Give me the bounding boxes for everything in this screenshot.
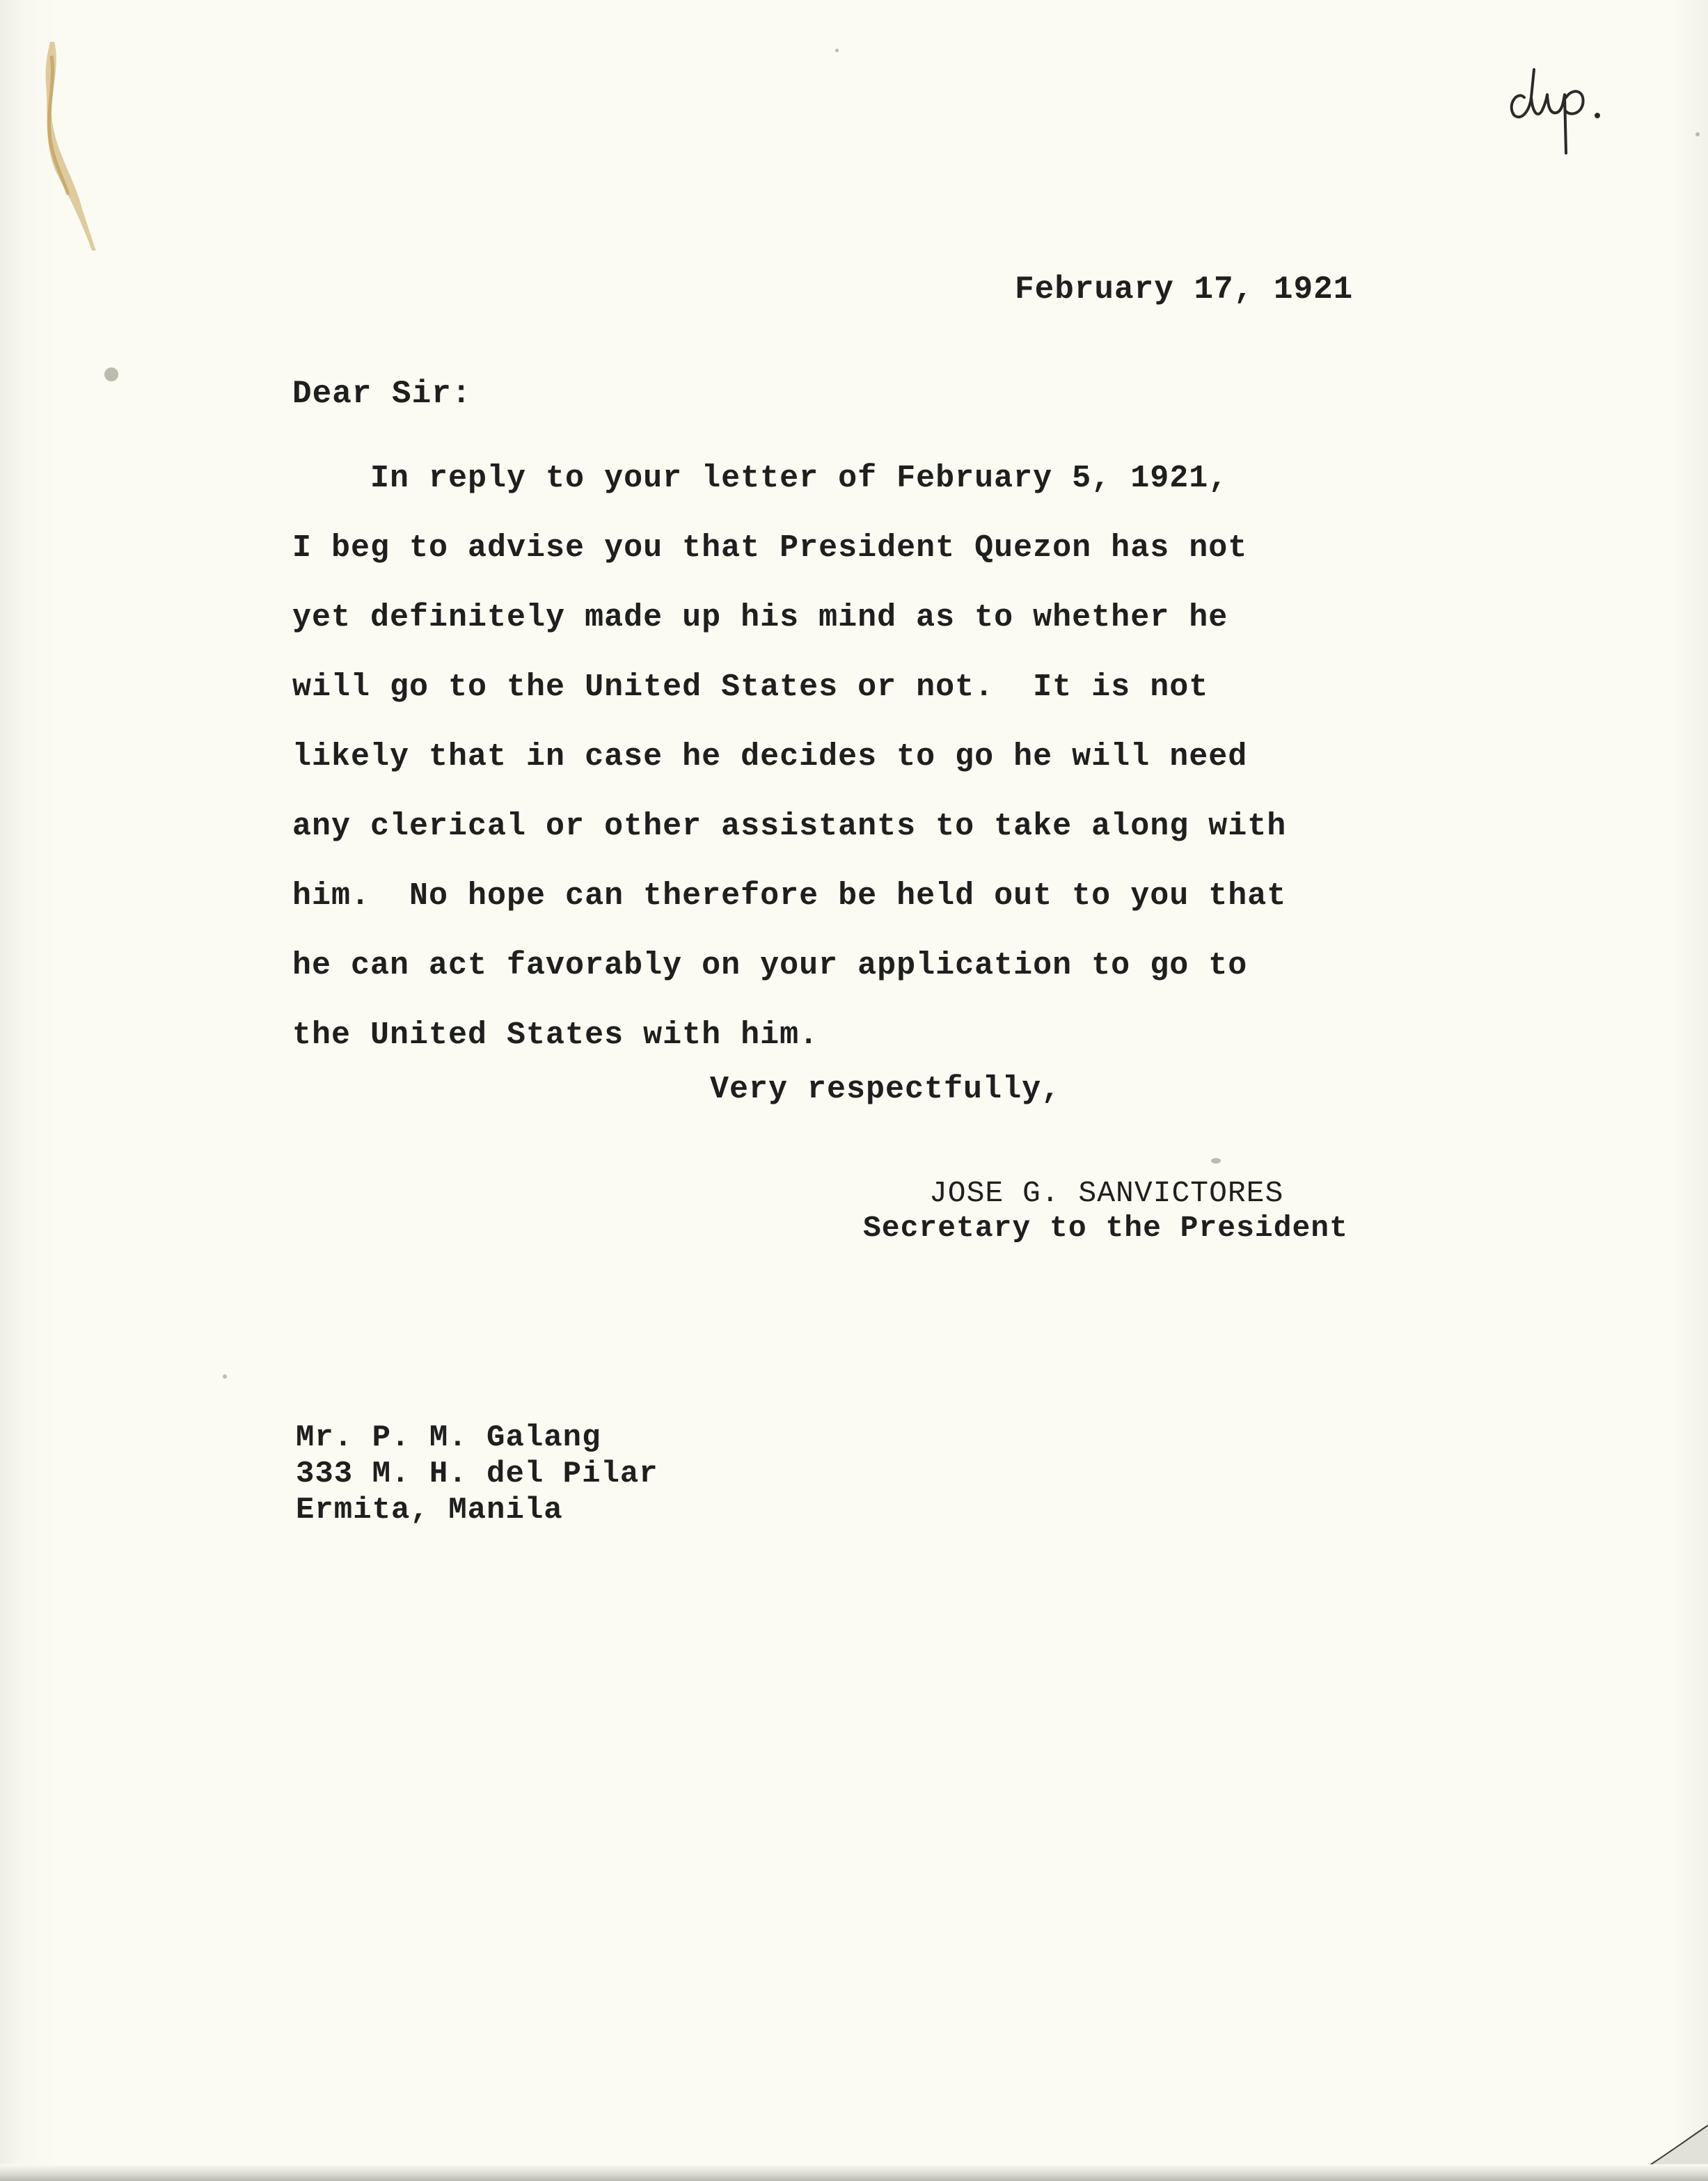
recipient-address — [296, 1420, 658, 1528]
paper-speck — [1211, 1158, 1221, 1164]
paper-speck — [1695, 132, 1700, 136]
paper-speck — [835, 49, 839, 52]
page-bottom-edge — [0, 2164, 1708, 2181]
signatory-title: Secretary to the President — [863, 1211, 1348, 1245]
water-stain — [33, 42, 96, 251]
complimentary-closing: Very respectfully, — [710, 1072, 1061, 1107]
body-line: any clerical or other assistants to take along with — [292, 809, 1287, 844]
body-line: will go to the United States or not. It is not — [292, 669, 1209, 705]
body-line: the United States with him. — [292, 1017, 819, 1053]
recipient-city: Ermita, Manila — [296, 1493, 563, 1528]
body-line: yet definitely made up his mind as to whether he — [292, 600, 1228, 635]
salutation: Dear Sir: — [292, 376, 472, 412]
body-line: he can act favorably on your application to go to — [292, 948, 1248, 983]
recipient-name: Mr. P. M. Galang — [296, 1420, 601, 1455]
body-line: likely that in case he decides to go he will need — [292, 739, 1248, 775]
paper-speck — [104, 367, 118, 381]
body-line: him. No hope can therefore be held out to you that — [292, 878, 1287, 914]
body-line: In reply to your letter of February 5, 1921, — [292, 461, 1228, 496]
recipient-street: 333 M. H. del Pilar — [296, 1457, 658, 1491]
signatory-name: JOSE G. SANVICTORES — [929, 1176, 1284, 1210]
handwritten-dup-note — [1503, 49, 1629, 160]
letter-date: February 17, 1921 — [1015, 271, 1354, 308]
body-line: I beg to advise you that President Quezon has not — [292, 530, 1248, 566]
paper-speck — [223, 1374, 227, 1379]
letter-body — [292, 444, 1476, 1070]
